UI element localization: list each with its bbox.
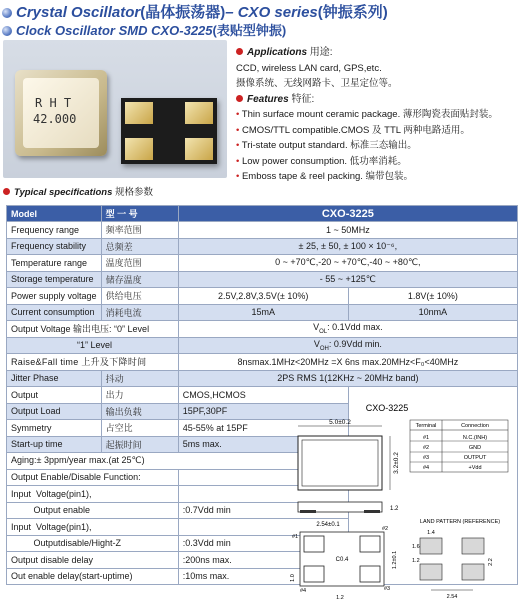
dimension-diagram [260, 398, 514, 603]
dim-top-label: 5.0±0.2 [329, 419, 351, 426]
table-row [7, 222, 518, 239]
page-title [2, 1, 388, 22]
aging-text: Aging:± 3ppm/year max.(at 25℃) [7, 453, 349, 470]
subtitle-bullet-icon [2, 26, 12, 36]
row-label: Storage temperature [7, 271, 102, 288]
title-bullet-icon [2, 8, 12, 18]
title-series: – CXO series [225, 4, 318, 21]
side-pad [364, 510, 380, 513]
land-pattern-title: LAND PATTERN (REFERENCE) [419, 519, 501, 525]
land-pitch-label: 2.54 [446, 594, 458, 600]
row-label: Output [7, 387, 102, 404]
pin-label: #3 [384, 586, 391, 592]
pin-label: #2 [382, 526, 389, 532]
dim-height-label: 1.2 [390, 506, 399, 512]
chip-pad [185, 138, 213, 160]
pin-table-h1: Terminal [415, 423, 437, 429]
dim-side-label: 3.2±0.2 [393, 452, 400, 474]
table-row [7, 370, 518, 387]
row-label: Frequency range [7, 222, 102, 239]
bottom-pad [304, 536, 324, 552]
row-value: 1 ~ 50MHz [178, 222, 517, 239]
diagram-title: CXO-3225 [365, 403, 409, 413]
side-pad [300, 510, 316, 513]
land-height-label: 1.6 [412, 544, 420, 550]
row-value: 15PF,30PF [178, 403, 348, 420]
row-label-cn: 消耗电流 [101, 304, 178, 321]
chip-pad [125, 138, 153, 160]
pin-label: #1 [292, 534, 299, 540]
title-main-cn: (晶体振荡器) [140, 4, 226, 21]
enable-label: Out enable delay(start-uptime) [7, 568, 179, 585]
feature-item: • CMOS/TTL compatible.CMOS 及 TTL 两种电路适用。 [236, 123, 521, 139]
enable-label: Outputdisable/Hight-Z [7, 535, 179, 552]
row-value: - 55 ~ +125℃ [178, 271, 517, 288]
bullet-dot-icon [3, 188, 10, 195]
spec-header-row [7, 206, 518, 222]
row-label: Symmetry [7, 420, 102, 437]
header-model-value: CXO-3225 [178, 206, 517, 222]
pin-table-cell: GND [468, 445, 482, 451]
features-heading: Features 特征: [236, 92, 521, 108]
row-label-cn: 占空比 [101, 420, 178, 437]
row-label: Power supply voltage [7, 288, 102, 305]
pin-label: #4 [300, 588, 307, 594]
row-label: Jitter Phase [7, 370, 102, 387]
enable-value: :0.7Vdd min [178, 502, 348, 519]
bottom-pad [360, 566, 380, 582]
applications-section [236, 45, 521, 185]
land-pad [462, 564, 484, 580]
chip-pad [125, 102, 153, 124]
table-row [7, 255, 518, 272]
row-value: 0 ~ +70℃,-20 ~ +70℃,-40 ~ +80℃, [178, 255, 517, 272]
chip-marking-1: R H T [35, 96, 72, 110]
page-subtitle [2, 20, 286, 39]
row-label-cn: 供给电压 [101, 288, 178, 305]
bottom-pad [304, 566, 324, 582]
pin-table-cell: #1 [422, 435, 430, 441]
subtitle-cn: (表贴型钟振) [212, 23, 287, 38]
bullet-dot-icon [236, 95, 243, 102]
typical-specs-heading: Typical specifications 规格参数 [3, 184, 153, 198]
enable-label: Input Voltage(pin1), [7, 486, 179, 503]
applications-heading: Applications 用途: [236, 45, 521, 61]
row-value-a: 2.5V,2.8V,3.5V(± 10%) [178, 288, 348, 305]
row-label: Current consumption [7, 304, 102, 321]
row-value: 45-55% at 15PF [178, 420, 348, 437]
table-row [7, 337, 518, 354]
row-value-a: 15mA [178, 304, 348, 321]
row-label: Output Load [7, 403, 102, 420]
row-label: “1” Level [7, 337, 179, 354]
pin-table-cell: OUTPUT [463, 455, 487, 461]
bottom-pad [360, 536, 380, 552]
pad-width-label: 1.2 [336, 595, 344, 601]
row-value-b: 10nmA [348, 304, 517, 321]
enable-label: Output disable delay [7, 552, 179, 569]
table-row [7, 288, 518, 305]
chip-pad [185, 102, 213, 124]
enable-label: Output Enable/Disable Function: [7, 469, 179, 486]
row-label-cn: 输出负载 [101, 403, 178, 420]
pad-height-label: 1.2±0.1 [392, 550, 398, 570]
oscillator-chip-top [15, 70, 107, 156]
row-label: Start-up time [7, 436, 102, 453]
pin-table-cell: #2 [422, 445, 430, 451]
enable-label: Input Voltage(pin1), [7, 519, 179, 536]
pin-table-h2: Connection [461, 423, 489, 429]
row-label: Temperature range [7, 255, 102, 272]
feature-item: • Low power consumption. 低功率消耗。 [236, 154, 521, 170]
row-label-cn: 抖动 [101, 370, 178, 387]
row-value: CMOS,HCMOS [178, 387, 348, 404]
enable-label: Output enable [7, 502, 179, 519]
pin-table-cell: N.C.(INH) [462, 435, 488, 441]
feature-item: • Emboss tape & reel packing. 编带包装。 [236, 169, 521, 185]
table-row [7, 354, 518, 371]
row-label-cn: 储存温度 [101, 271, 178, 288]
feature-item: • Tri-state output standard. 标准三态输出。 [236, 138, 521, 154]
enable-value: :200ns max. [178, 552, 348, 569]
header-model-cn: 型 一 号 [101, 206, 178, 222]
row-value-b: 1.8V(± 10%) [348, 288, 517, 305]
row-label: Frequency stability [7, 238, 102, 255]
row-value: 8nsmax.1MHz<20MHz =X 6ns max.20MHz<F₀<40MHz [178, 354, 517, 371]
applications-cn: 摄像系统、无线网路卡、卫星定位等。 [236, 78, 398, 89]
pin-table [410, 420, 508, 472]
land-pad [420, 538, 442, 554]
row-value: 2PS RMS 1(12KHz ~ 20MHz band) [178, 370, 517, 387]
row-label-cn: 频率范围 [101, 222, 178, 239]
feature-item: • Thin surface mount ceramic package. 薄形陶瓷表面贴封装。 [236, 107, 521, 123]
row-label-cn: 总频差 [101, 238, 178, 255]
row-value: $V_{OH}$: 0.9Vdd min. [178, 337, 517, 354]
pad-pitch-label: 2.54±0.1 [316, 522, 340, 528]
enable-value: :0.3Vdd min [178, 535, 348, 552]
pin-table-cell: #4 [422, 465, 430, 471]
row-value: ± 25, ± 50, ± 100 × 10⁻⁶, [178, 238, 517, 255]
applications-en: CCD, wireless LAN card, GPS,etc. [236, 62, 382, 74]
table-row [7, 238, 518, 255]
land-pad [420, 564, 442, 580]
land-width-label: 1.4 [427, 530, 435, 536]
pin-table-cell: +Vdd [468, 465, 482, 471]
row-value: 5ms max. [178, 436, 348, 453]
title-main: Crystal Oscillator [16, 4, 141, 21]
chip-lid [23, 78, 99, 148]
row-label: Raise&Fall time 上升及下降时间 [7, 354, 179, 371]
land-pad [462, 538, 484, 554]
pad-small-label: 1.0 [290, 574, 296, 582]
table-row [7, 271, 518, 288]
chip-marking-2: 42.000 [33, 112, 77, 126]
table-row [7, 304, 518, 321]
product-photo [3, 40, 227, 178]
row-label-cn: 温度范围 [101, 255, 178, 272]
row-label-cn: 出力 [101, 387, 178, 404]
header-model: Model [7, 206, 102, 222]
enable-value: :10ms max. [178, 568, 348, 585]
land-side-label: 2.2 [488, 558, 494, 566]
row-value: $V_{OL}$: 0.1Vdd max. [178, 321, 517, 338]
oscillator-chip-bottom [121, 98, 217, 164]
table-row [7, 321, 518, 338]
row-label: Output Voltage 输出电压: “0” Level [7, 321, 179, 338]
subtitle-text: Clock Oscillator SMD CXO-3225 [16, 23, 213, 38]
pad-radius-label: C0.4 [335, 557, 349, 563]
pin-table-cell: #3 [422, 455, 430, 461]
title-series-cn: (钟振系列) [317, 4, 388, 21]
package-top-view [298, 436, 382, 490]
row-label-cn: 起振时间 [101, 436, 178, 453]
land-gap-label: 1.2 [412, 558, 420, 564]
bullet-dot-icon [236, 48, 243, 55]
